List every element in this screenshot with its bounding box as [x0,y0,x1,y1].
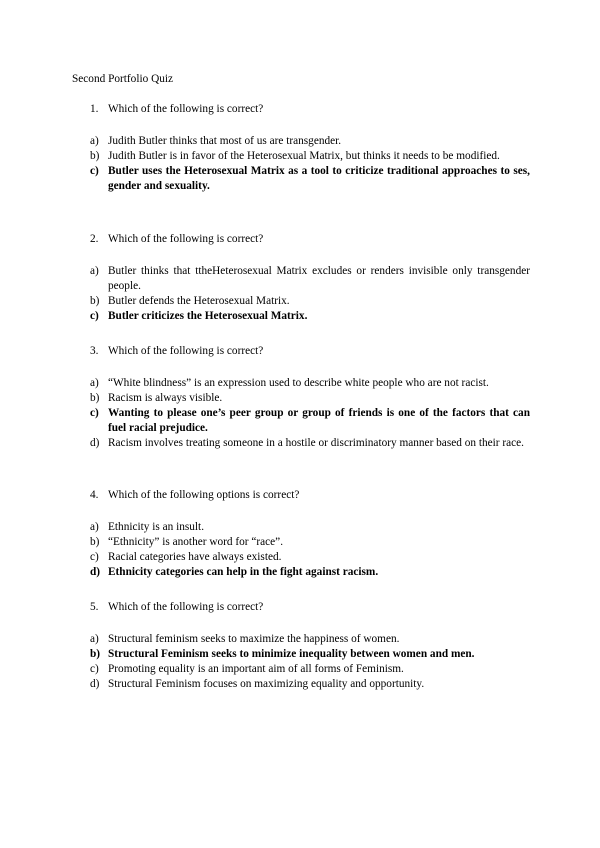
option-text: Racism is always visible. [108,392,223,404]
answer-option-d [90,565,530,580]
option-text: Butler criticizes the Heterosexual Matrix. [108,310,308,322]
question-2 [90,232,530,324]
option-text: Butler defends the Heterosexual Matrix. [108,295,290,307]
answer-option-a [90,632,530,647]
option-letter: a) [90,135,99,147]
option-letter: a) [90,265,99,277]
question-heading [90,232,530,247]
option-text: Structural Feminism seeks to minimize inequality between women and men. [108,648,475,660]
option-letter: a) [90,633,99,645]
option-text: Racism involves treating someone in a hostile or discriminatory manner based on their race. [108,437,524,449]
answer-option-c [90,406,530,436]
answer-options [90,376,530,451]
option-letter: d) [90,437,100,449]
option-text: Butler thinks that ttheHeterosexual Matrix excludes or renders invisible only transgender people. [108,265,530,292]
option-text: Wanting to please one’s peer group or group of friends is one of the factors that can fuel racial prejudice. [108,407,530,434]
answer-options [90,520,530,580]
option-letter: b) [90,295,100,307]
question-number: 5. [90,601,99,613]
answer-option-b [90,647,530,662]
option-letter: c) [90,551,99,563]
answer-option-d [90,677,530,692]
option-letter: c) [90,310,99,322]
question-number: 1. [90,103,99,115]
question-text: Which of the following is correct? [108,601,264,613]
answer-option-a [90,520,530,535]
option-text: Structural Feminism focuses on maximizing equality and opportunity. [108,678,425,690]
option-letter: b) [90,392,100,404]
answer-option-a [90,376,530,391]
answer-option-c [90,309,530,324]
answer-options [90,632,530,692]
answer-option-d [90,436,530,451]
option-text: “White blindness” is an expression used to describe white people who are not racist. [108,377,489,389]
answer-option-a [90,134,530,149]
question-text: Which of the following is correct? [108,345,264,357]
option-letter: a) [90,377,99,389]
option-text: Promoting equality is an important aim of all forms of Feminism. [108,663,404,675]
option-text: Judith Butler is in favor of the Heterosexual Matrix, but thinks it needs to be modified. [108,150,500,162]
option-text: Structural feminism seeks to maximize the happiness of women. [108,633,400,645]
option-text: Butler uses the Heterosexual Matrix as a tool to criticize traditional approaches to ses, gender and sexuality. [108,165,530,192]
option-text: Racial categories have always existed. [108,551,282,563]
question-number: 3. [90,345,99,357]
question-text: Which of the following is correct? [108,103,264,115]
answer-option-b [90,294,530,309]
option-letter: c) [90,165,99,177]
question-4 [90,488,530,580]
answer-option-b [90,391,530,406]
answer-options [90,264,530,324]
option-letter: b) [90,648,101,660]
page-title: Second Portfolio Quiz [72,73,174,85]
question-number: 2. [90,233,99,245]
option-letter: c) [90,407,99,419]
answer-option-c [90,550,530,565]
question-heading [90,600,530,615]
question-text: Which of the following is correct? [108,233,264,245]
option-letter: b) [90,536,100,548]
answer-options [90,134,530,194]
answer-option-b [90,535,530,550]
option-text: Judith Butler thinks that most of us are transgender. [108,135,342,147]
question-text: Which of the following options is correct? [108,489,300,501]
option-letter: d) [90,678,100,690]
question-heading [90,488,530,503]
question-number: 4. [90,489,99,501]
option-text: Ethnicity categories can help in the fight against racism. [108,566,379,578]
option-letter: d) [90,566,101,578]
question-5 [90,600,530,692]
question-3 [90,344,530,451]
question-1 [90,102,530,194]
answer-option-c [90,164,530,194]
option-letter: a) [90,521,99,533]
option-letter: b) [90,150,100,162]
option-text: “Ethnicity” is another word for “race”. [108,536,284,548]
option-text: Ethnicity is an insult. [108,521,205,533]
answer-option-a [90,264,530,294]
question-heading [90,102,530,117]
question-heading [90,344,530,359]
answer-option-c [90,662,530,677]
option-letter: c) [90,663,99,675]
answer-option-b [90,149,530,164]
